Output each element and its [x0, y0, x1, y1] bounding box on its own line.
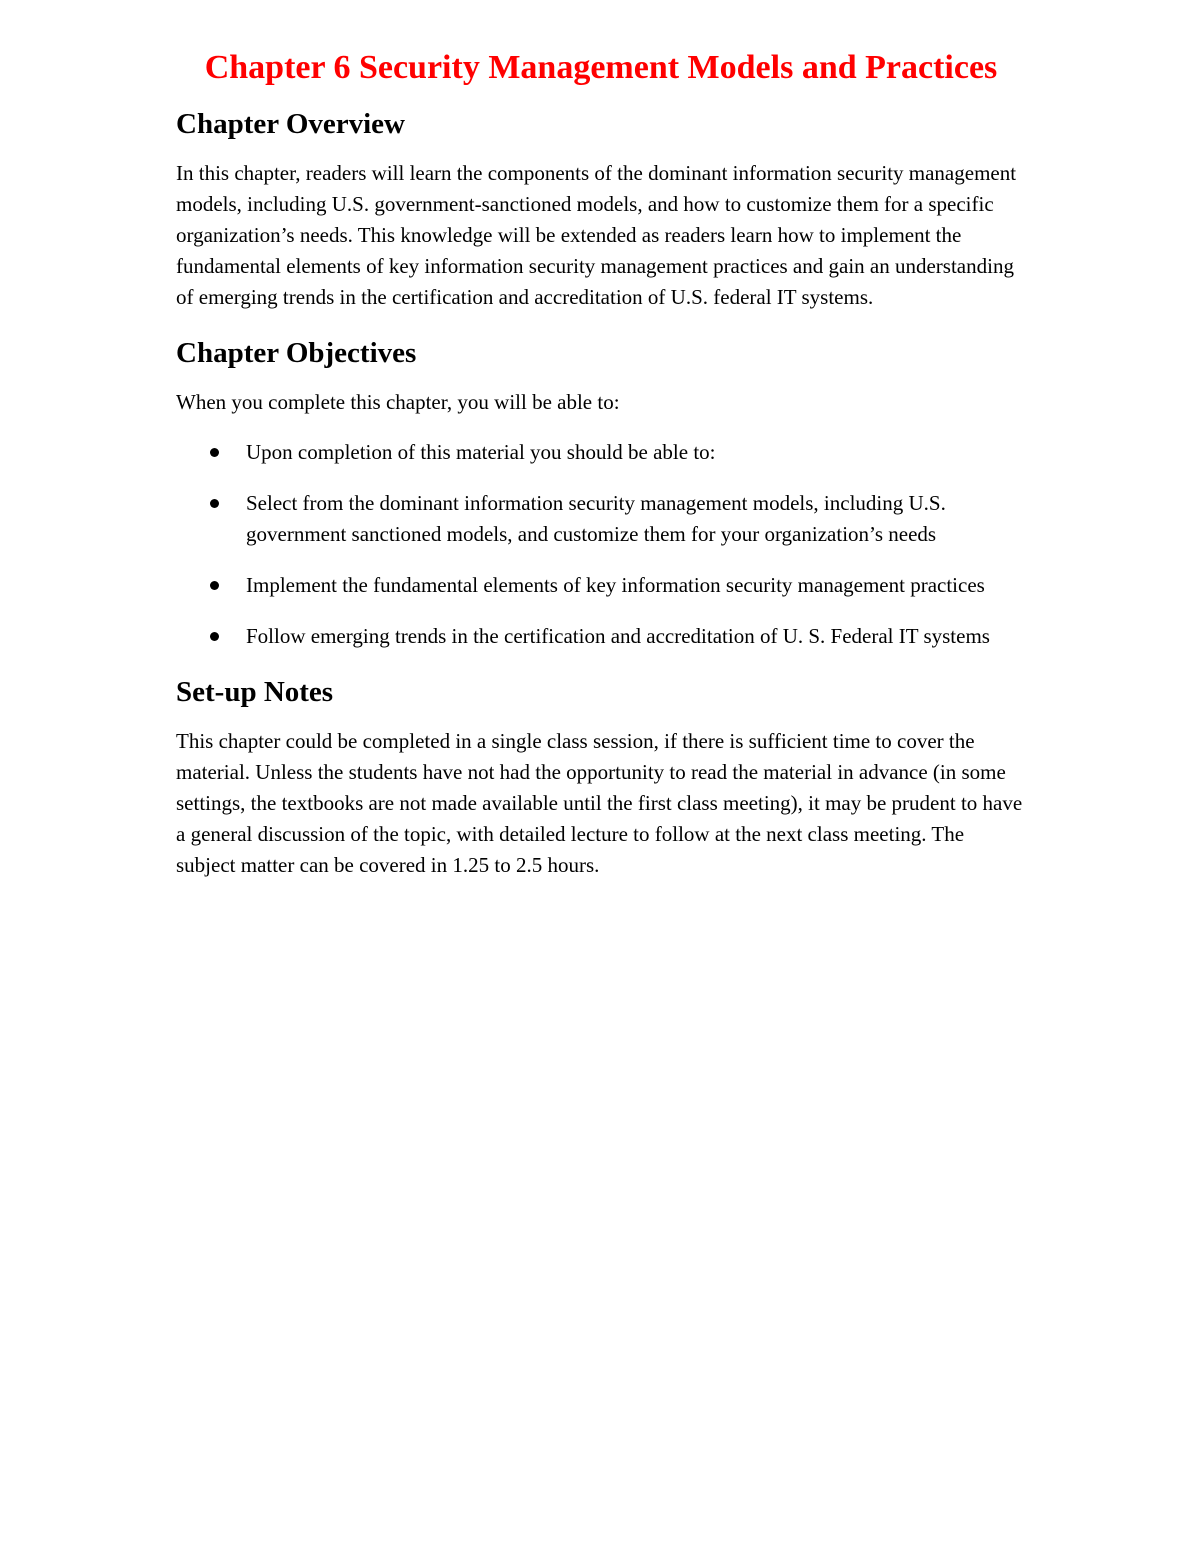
- list-item: [176, 488, 1026, 550]
- objectives-list: [176, 437, 1026, 652]
- objectives-heading: Chapter Objectives: [176, 337, 417, 369]
- list-item: [176, 621, 1026, 652]
- setup-heading: Set-up Notes: [176, 676, 334, 708]
- list-item-text: Select from the dominant information security management models, including U.S. government sanctioned models, and customize them for your organization’s needs: [246, 491, 946, 546]
- list-item-text: Follow emerging trends in the certification and accreditation of U. S. Federal IT systems: [246, 624, 990, 648]
- setup-paragraph: This chapter could be completed in a single class session, if there is sufficient time to cover the material. Unless the students have not had the opportunity to read the material in advance (in some settings, the textbooks are not made available until the first class meeting), it may be prudent to have a general discussion of the topic, with detailed lecture to follow at the next class meeting. The subject matter can be covered in 1.25 to 2.5 hours.: [176, 729, 1023, 877]
- objectives-intro: When you complete this chapter, you will be able to:: [176, 390, 620, 414]
- bullet-icon: [210, 448, 219, 457]
- overview-heading: Chapter Overview: [176, 108, 405, 140]
- document-page: [176, 40, 1026, 881]
- bullet-icon: [210, 581, 219, 590]
- chapter-title: Chapter 6 Security Management Models and Practices: [204, 49, 998, 86]
- bullet-icon: [210, 499, 219, 508]
- overview-paragraph: In this chapter, readers will learn the components of the dominant information security management models, including U.S. government-sanctioned models, and how to customize them for a specific organization’s needs. This knowledge will be extended as readers learn how to implement the fundamental elements of key information security management practices and gain an understanding of emerging trends in the certification and accreditation of U.S. federal IT systems.: [176, 161, 1017, 309]
- list-item: [176, 437, 1026, 468]
- list-item-text: Implement the fundamental elements of key information security management practices: [246, 573, 985, 597]
- list-item: [176, 570, 1026, 601]
- list-item-text: Upon completion of this material you should be able to:: [246, 440, 716, 464]
- bullet-icon: [210, 632, 219, 641]
